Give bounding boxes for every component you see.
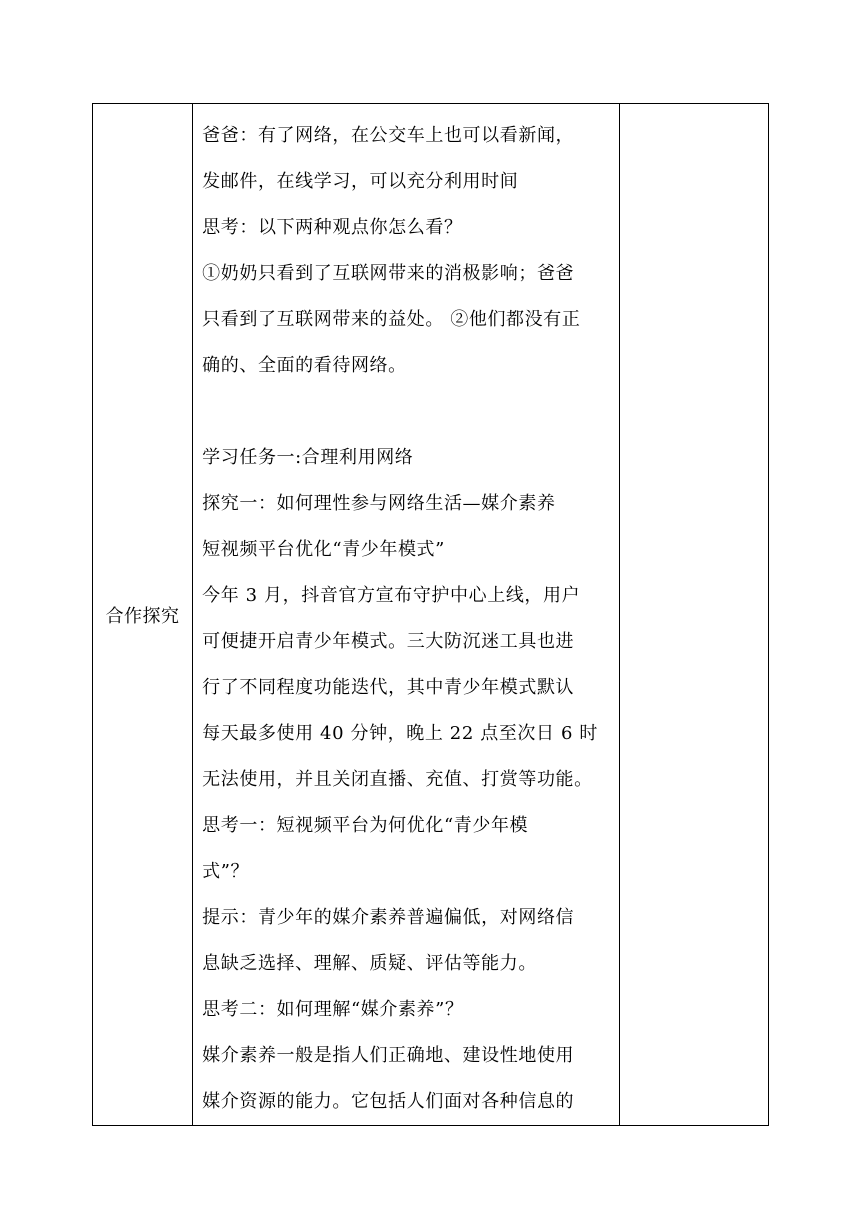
content-line: 学习任务一:合理利用网络 xyxy=(202,447,414,468)
content-line: 只看到了互联网带来的益处。 ②他们都没有正 xyxy=(202,309,581,330)
content-line: 式”？ xyxy=(202,861,250,882)
content-line: 思考：以下两种观点你怎么看？ xyxy=(202,217,463,238)
content-line: 媒介资源的能力。它包括人们面对各种信息的 xyxy=(202,1091,575,1112)
content-line: 探究一：如何理性参与网络生活—媒介素养 xyxy=(202,493,556,514)
notes-cell xyxy=(619,104,768,1126)
content-line: 每天最多使用 40 分钟，晚上 22 点至次日 6 时 xyxy=(202,723,598,744)
content-line: 确的、全面的看待网络。 xyxy=(202,355,407,376)
content-line: 无法使用，并且关闭直播、充值、打赏等功能。 xyxy=(202,769,593,790)
content-line: 今年 3 月，抖音官方宣布守护中心上线，用户 xyxy=(202,585,581,606)
content-line: 短视频平台优化“青少年模式” xyxy=(202,539,445,560)
section-label: 合作探究 xyxy=(105,605,180,627)
lesson-table xyxy=(92,103,769,1126)
content-line: 提示：青少年的媒介素养普遍偏低，对网络信 xyxy=(202,907,575,928)
content-line: 思考二：如何理解“媒介素养”？ xyxy=(202,999,464,1020)
content-line: 行了不同程度功能迭代，其中青少年模式默认 xyxy=(202,677,575,698)
content-line: 思考一：短视频平台为何优化“青少年模 xyxy=(202,815,529,836)
content-cell xyxy=(193,104,620,1126)
section-label-cell xyxy=(93,104,193,1126)
content-line: 息缺乏选择、理解、质疑、评估等能力。 xyxy=(202,953,537,974)
content-line: ①奶奶只看到了互联网带来的消极影响；爸爸 xyxy=(202,263,575,284)
blank-line xyxy=(202,389,611,435)
content-line: 可便捷开启青少年模式。三大防沉迷工具也进 xyxy=(202,631,575,652)
content-line: 爸爸：有了网络，在公交车上也可以看新闻， xyxy=(202,125,575,146)
table-row xyxy=(93,104,769,1126)
content-line: 媒介素养一般是指人们正确地、建设性地使用 xyxy=(202,1045,575,1066)
content-line: 发邮件，在线学习，可以充分利用时间 xyxy=(202,171,519,192)
